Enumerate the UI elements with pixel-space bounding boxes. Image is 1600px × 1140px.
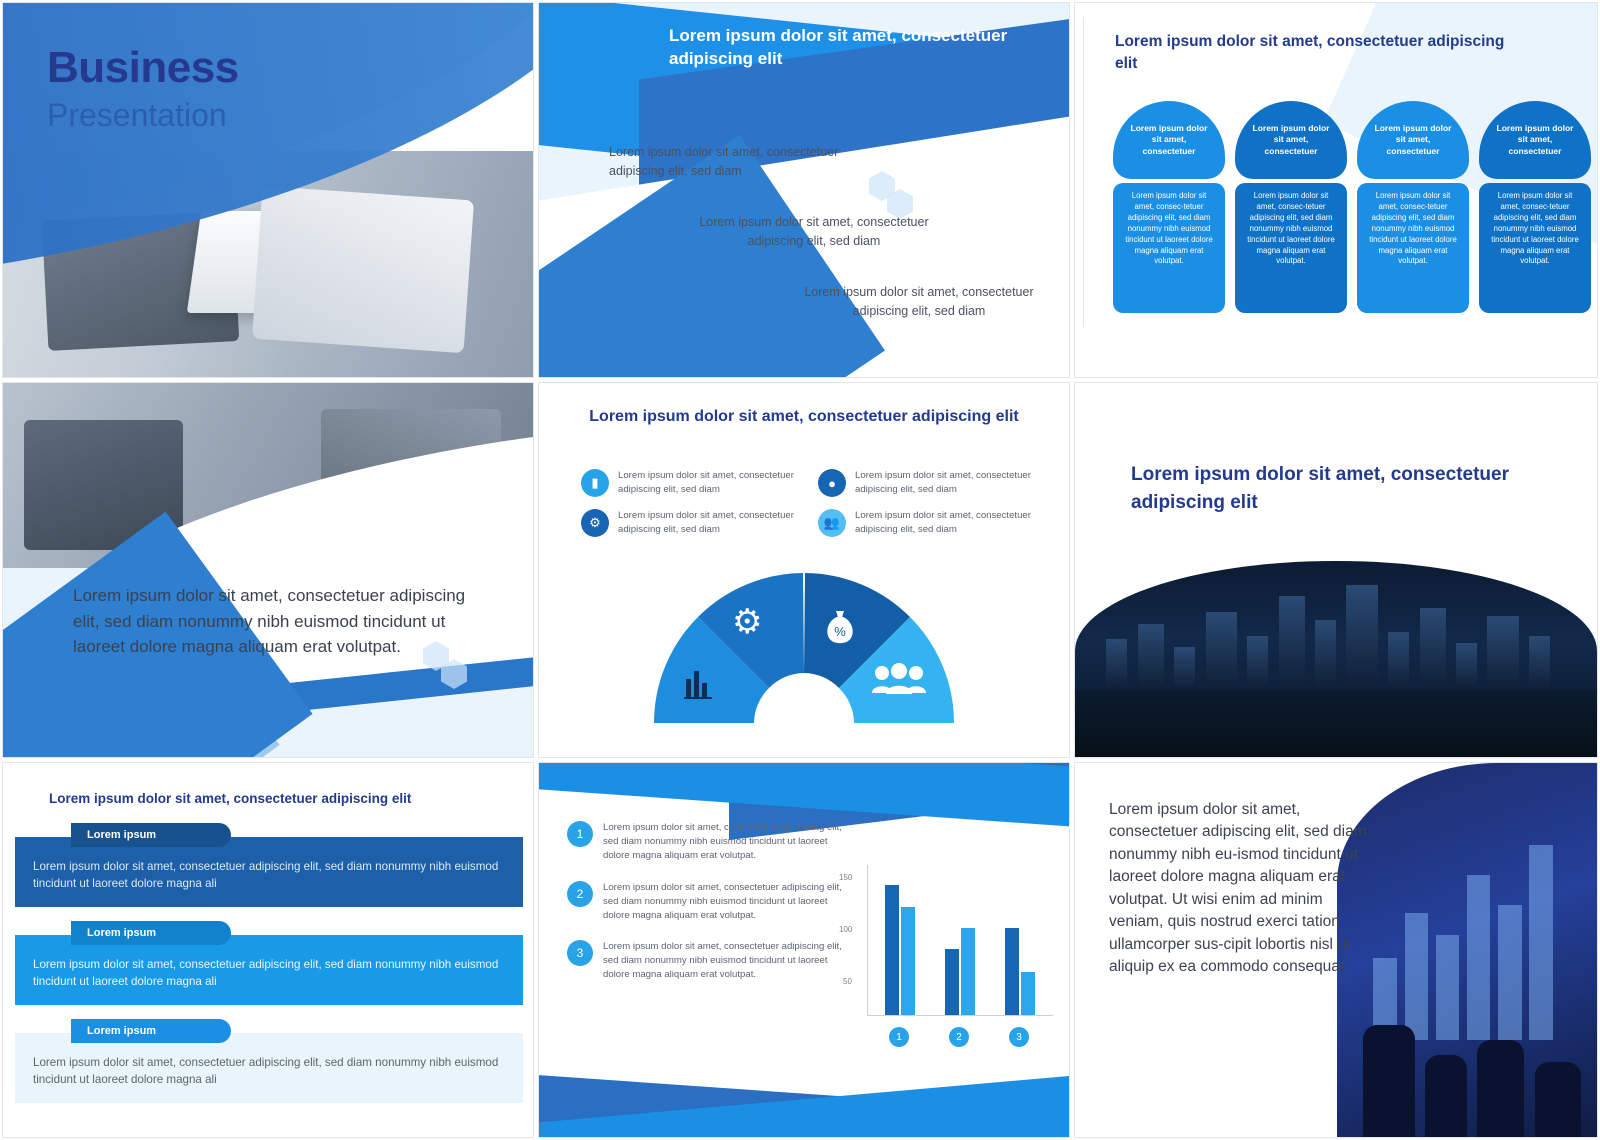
bar-series-light bbox=[1021, 972, 1035, 1015]
card-item[interactable] bbox=[1235, 101, 1347, 313]
slide-city[interactable] bbox=[1074, 382, 1598, 758]
card-head: Lorem ipsum dolor sit amet, consectetuer bbox=[1357, 101, 1469, 179]
numbered-list-item[interactable] bbox=[567, 821, 847, 863]
card-body: Lorem ipsum dolor sit amet, consec-tetuer adipiscing elit, sed diam nonummy nibh euismod tincidunt ut laoreet dolore magna aliquam erat volutpat. bbox=[1235, 183, 1347, 313]
gear-icon: ⚙ bbox=[581, 509, 609, 537]
banded-text: Lorem ipsum dolor sit amet, consectetuer adipiscing elit, sed diam nonummy nibh euismod tincidunt ut laoreet dolore magna ali bbox=[15, 837, 523, 907]
closing-body: Lorem ipsum dolor sit amet, consectetuer adipiscing elit, sed diam nonummy nibh eu-ismod tincidunt ut laoreet dolore magna aliquam erat volutpat. Ut wisi enim ad minim veniam, quis nostrud exerci tation ullamcorper sus-cipit lobortis nisl ut aliquip ex ea commodo consequat. bbox=[1109, 801, 1367, 976]
cover-title-light: Presentation bbox=[47, 97, 227, 133]
svg-text:%: % bbox=[834, 624, 846, 639]
banded-text: Lorem ipsum dolor sit amet, consectetuer adipiscing elit, sed diam nonummy nibh euismod tincidunt ut laoreet dolore magna ali bbox=[15, 1033, 523, 1103]
slide-cover[interactable] bbox=[2, 2, 534, 378]
y-tick: 50 bbox=[843, 977, 852, 986]
bar-series-dark bbox=[945, 949, 959, 1015]
people-icon: 👥 bbox=[818, 509, 846, 537]
icon-list-text: Lorem ipsum dolor sit amet, consectetuer adipiscing elit, sed diam bbox=[855, 510, 1031, 535]
card-body: Lorem ipsum dolor sit amet, consec-tetuer adipiscing elit, sed diam nonummy nibh euismod tincidunt ut laoreet dolore magna aliquam erat volutpat. bbox=[1113, 183, 1225, 313]
bar-series-dark bbox=[885, 885, 899, 1015]
cover-title-block bbox=[47, 43, 239, 134]
cards-heading: Lorem ipsum dolor sit amet, consectetuer adipiscing elit bbox=[1115, 33, 1505, 72]
icon-list-item[interactable] bbox=[818, 509, 1039, 537]
icon-fan-heading: Lorem ipsum dolor sit amet, consectetuer adipiscing elit bbox=[589, 408, 1019, 425]
slide-cards[interactable] bbox=[1074, 2, 1598, 378]
bar-series-light bbox=[901, 907, 915, 1015]
cards-left-rule bbox=[1083, 17, 1084, 327]
card-item[interactable] bbox=[1113, 101, 1225, 313]
cover-title-bold: Business bbox=[47, 43, 239, 92]
icon-list-text: Lorem ipsum dolor sit amet, consectetuer adipiscing elit, sed diam bbox=[618, 510, 794, 535]
bar-chart-icon: ▮ bbox=[581, 469, 609, 497]
slide-icon-fan[interactable] bbox=[538, 382, 1070, 758]
card-item[interactable] bbox=[1357, 101, 1469, 313]
x-label: 2 bbox=[949, 1027, 969, 1047]
laptop-shape bbox=[187, 211, 350, 313]
card-body: Lorem ipsum dolor sit amet, consec-tetuer adipiscing elit, sed diam nonummy nibh euismod tincidunt ut laoreet dolore magna aliquam erat volutpat. bbox=[1479, 183, 1591, 313]
slide-intro[interactable] bbox=[538, 2, 1070, 378]
intro-heading: Lorem ipsum dolor sit amet, consectetuer adipiscing elit bbox=[669, 26, 1008, 68]
people-icon bbox=[870, 663, 928, 702]
banded-row[interactable] bbox=[15, 829, 523, 907]
icon-list bbox=[581, 469, 1039, 537]
numbered-list-item[interactable] bbox=[567, 881, 847, 923]
list-number: 3 bbox=[567, 940, 593, 966]
gear-icon: ⚙ bbox=[732, 603, 763, 641]
banded-row[interactable] bbox=[15, 927, 523, 1005]
list-text: Lorem ipsum dolor sit amet, consectetuer adipiscing elit, sed diam nonummy nibh euismod tincidunt ut laoreet dolore magna aliquam erat volutpat. bbox=[603, 941, 842, 981]
y-tick: 100 bbox=[839, 925, 853, 934]
icon-list-item[interactable] bbox=[581, 509, 802, 537]
city-heading: Lorem ipsum dolor sit amet, consectetuer adipiscing elit bbox=[1131, 464, 1509, 513]
money-bag-icon: ● bbox=[818, 469, 846, 497]
numbered-list bbox=[567, 821, 847, 1000]
icon-list-item[interactable] bbox=[581, 469, 802, 497]
slide-closing[interactable] bbox=[1074, 762, 1598, 1138]
icon-list-item[interactable] bbox=[818, 469, 1039, 497]
x-axis bbox=[867, 1015, 1053, 1016]
cards-row bbox=[1113, 101, 1591, 313]
card-head: Lorem ipsum dolor sit amet, consectetuer bbox=[1113, 101, 1225, 179]
banded-tab: Lorem ipsum bbox=[71, 823, 231, 847]
banded-row[interactable] bbox=[15, 1025, 523, 1103]
icon-list-text: Lorem ipsum dolor sit amet, consectetuer adipiscing elit, sed diam bbox=[618, 470, 794, 495]
list-text: Lorem ipsum dolor sit amet, consectetuer adipiscing elit, sed diam nonummy nibh euismod tincidunt ut laoreet dolore magna aliquam erat volutpat. bbox=[603, 822, 842, 861]
list-number: 1 bbox=[567, 821, 593, 847]
card-item[interactable] bbox=[1479, 101, 1591, 313]
banded-text: Lorem ipsum dolor sit amet, consectetuer adipiscing elit, sed diam nonummy nibh euismod tincidunt ut laoreet dolore magna ali bbox=[15, 935, 523, 1005]
bar-series-dark bbox=[1005, 928, 1019, 1015]
list-text: Lorem ipsum dolor sit amet, consectetuer adipiscing elit, sed diam nonummy nibh euismod tincidunt ut laoreet dolore magna aliquam erat volutpat. bbox=[603, 881, 842, 921]
bar-chart-icon bbox=[680, 667, 720, 708]
slide-banded-list[interactable] bbox=[2, 762, 534, 1138]
intro-paragraph-2: Lorem ipsum dolor sit amet, consectetuer adipiscing elit, sed diam bbox=[699, 215, 929, 249]
slide-photo-text[interactable] bbox=[2, 382, 534, 758]
list-number: 2 bbox=[567, 881, 593, 907]
banded-heading: Lorem ipsum dolor sit amet, consectetuer adipiscing elit bbox=[49, 791, 412, 806]
bar-series-light bbox=[961, 928, 975, 1015]
city-photo bbox=[1075, 561, 1597, 757]
intro-paragraph-1: Lorem ipsum dolor sit amet, consectetuer adipiscing elit, sed diam bbox=[609, 145, 839, 179]
card-head: Lorem ipsum dolor sit amet, consectetuer bbox=[1479, 101, 1591, 179]
numbered-list-item[interactable] bbox=[567, 940, 847, 982]
card-body: Lorem ipsum dolor sit amet, consec-tetuer adipiscing elit, sed diam nonummy nibh euismod tincidunt ut laoreet dolore magna aliquam erat volutpat. bbox=[1357, 183, 1469, 313]
icon-list-text: Lorem ipsum dolor sit amet, consectetuer adipiscing elit, sed diam bbox=[855, 470, 1031, 495]
banded-tab: Lorem ipsum bbox=[71, 921, 231, 945]
banded-tab: Lorem ipsum bbox=[71, 1019, 231, 1043]
x-label: 3 bbox=[1009, 1027, 1029, 1047]
money-bag-icon bbox=[822, 607, 858, 652]
intro-paragraph-3: Lorem ipsum dolor sit amet, consectetuer adipiscing elit, sed diam bbox=[804, 285, 1034, 319]
photo-text-body: Lorem ipsum dolor sit amet, consectetuer adipiscing elit, sed diam nonummy nibh euismod tincidunt ut laoreet dolore magna aliquam erat volutpat. bbox=[73, 586, 466, 656]
x-label: 1 bbox=[889, 1027, 909, 1047]
slide-chart[interactable] bbox=[538, 762, 1070, 1138]
semicircle-diagram bbox=[654, 571, 954, 723]
card-head: Lorem ipsum dolor sit amet, consectetuer bbox=[1235, 101, 1347, 179]
y-tick: 150 bbox=[839, 873, 853, 882]
bar-chart bbox=[839, 851, 1059, 1063]
